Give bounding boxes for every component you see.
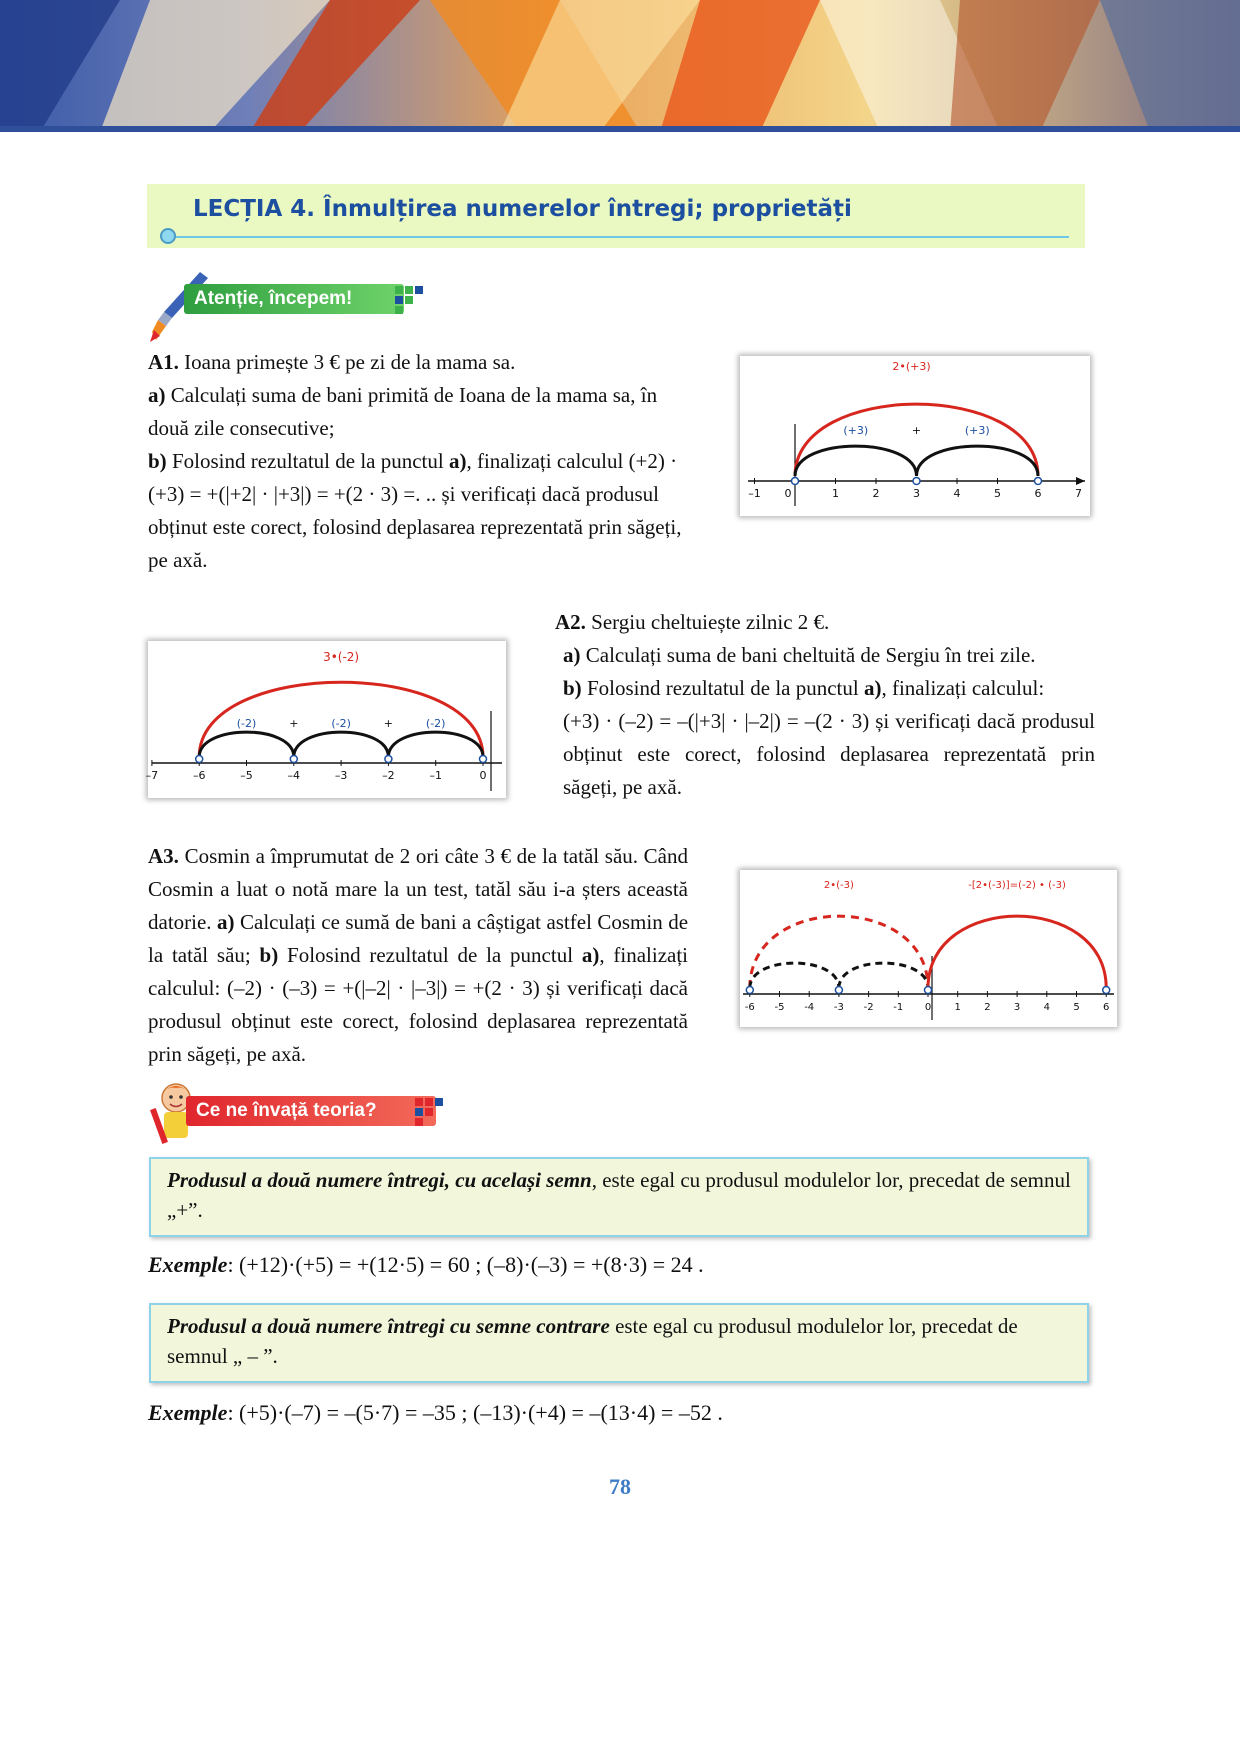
- squares-decoration-icon: [415, 1098, 455, 1128]
- step-label: +: [383, 717, 394, 730]
- tick-label: –1: [748, 487, 761, 500]
- a3-label: A3.: [148, 844, 179, 868]
- step-label: (-2): [331, 717, 351, 730]
- exercise-a2: [555, 606, 1095, 804]
- tick-label: –5: [240, 769, 253, 782]
- point-marker: [290, 756, 297, 763]
- tick-label: 3: [913, 487, 920, 500]
- step-arc-dashed: [839, 963, 928, 988]
- step-label: (-2): [236, 717, 257, 730]
- step-arc: [388, 732, 483, 757]
- step-label: +: [289, 717, 299, 730]
- product-label: 2•(-3): [823, 880, 854, 891]
- tick-label: –3: [334, 769, 348, 782]
- rule-same-sign: [149, 1157, 1089, 1237]
- tick-label: 3: [1013, 1002, 1021, 1013]
- a1-label: A1.: [148, 350, 179, 374]
- step-label: (-2): [425, 717, 446, 730]
- figure-a2-number-line: [145, 641, 506, 798]
- a2-label: A2.: [555, 610, 586, 634]
- a1-a-label: a): [148, 383, 166, 407]
- opposite-product-label: -[2•(-3)]=(-2) • (-3): [968, 880, 1066, 891]
- title-bullet-dot: [160, 228, 176, 244]
- tick-label: 4: [953, 487, 961, 500]
- a2-a-text: Calculați suma de bani cheltuită de Sergiu în trei zile.: [585, 643, 1036, 667]
- a3-b-text1: Folosind rezultatul de la punctul: [287, 943, 574, 967]
- step-arc-dashed: [750, 963, 839, 988]
- a1-b-ref: a): [448, 449, 467, 473]
- rule1-bold: Produsul a două numere întregi, cu același semn: [167, 1168, 592, 1192]
- a3-b-text2: , finalizați calculul: (–2) · (–3) = +(|–2| · |–3|) = +(2 · 3) și verificați dacă produsul obținut este corect, folosind deplasarea reprezentată prin săgeți, pe axă.: [148, 943, 689, 1066]
- figure-a1-number-line: [740, 356, 1090, 516]
- opposite-product-arc: [928, 916, 1106, 988]
- tick-label: 1: [954, 1002, 961, 1013]
- tick-label: –7: [145, 769, 159, 782]
- a1-intro: Ioana primește 3 € pe zi de la mama sa.: [184, 350, 516, 374]
- tick-label: 5: [994, 487, 1001, 500]
- a1-b-text2: , finalizați calculul (+2) · (+3) = +(|+2| · |+3|) = +(2 · 3) =. .. și verificați dacă produsul obținut este corect, folosind deplasarea reprezentată prin săgeți, pe axă.: [148, 449, 682, 572]
- step-label: (+3): [843, 424, 869, 437]
- axis-arrowhead: [1076, 477, 1085, 485]
- lesson-title-box: [147, 184, 1085, 248]
- a2-b-label: b): [563, 676, 582, 700]
- a2-intro: Sergiu cheltuiește zilnic 2 €.: [591, 610, 830, 634]
- example-opposite-signs: [148, 1400, 723, 1426]
- tick-label: -1: [893, 1002, 904, 1013]
- step-label: (+3): [964, 424, 990, 437]
- header-banner: [0, 0, 1240, 132]
- point-marker: [1103, 987, 1110, 994]
- example2-label: Exemple: [148, 1400, 228, 1425]
- title-underline: [169, 236, 1069, 238]
- point-marker: [1035, 478, 1042, 485]
- point-marker: [792, 478, 799, 485]
- step-label: +: [911, 424, 922, 437]
- a3-a-label: a): [217, 910, 235, 934]
- tick-label: 6: [1034, 487, 1042, 500]
- tick-label: -2: [863, 1002, 874, 1013]
- exercise-a1: [148, 346, 693, 577]
- rule-opposite-signs: [149, 1303, 1089, 1383]
- a2-a-label: a): [563, 643, 581, 667]
- figure-a3-number-line: [740, 870, 1117, 1027]
- point-marker: [480, 756, 487, 763]
- step-arc: [294, 732, 389, 757]
- point-marker: [196, 756, 203, 763]
- step-arc: [795, 446, 917, 476]
- point-marker: [746, 987, 753, 994]
- tick-label: 6: [1103, 1002, 1110, 1013]
- tick-label: 0: [479, 769, 487, 782]
- point-marker: [925, 987, 932, 994]
- point-marker: [385, 756, 392, 763]
- example1-label: Exemple: [148, 1252, 228, 1277]
- example2-text: : (+5)·(–7) = –(5·7) = –35 ; (–13)·(+4) = –(13·4) = –52 .: [227, 1400, 723, 1425]
- step-arc: [199, 732, 294, 757]
- example1-text: : (+12)·(+5) = +(12·5) = 60 ; (–8)·(–3) = +(8·3) = 24 .: [227, 1252, 704, 1277]
- fig2-svg: [145, 641, 506, 798]
- tick-label: -5: [774, 1002, 785, 1013]
- tick-label: –1: [429, 769, 442, 782]
- tick-label: 7: [1075, 487, 1082, 500]
- a3-a-text: Calculați ce sumă de bani a câștigat astfel Cosmin de la tatăl său;: [148, 910, 689, 967]
- tick-label: –2: [382, 769, 395, 782]
- step-arc: [917, 446, 1039, 476]
- start-badge: [150, 270, 440, 342]
- a3-b-label: b): [259, 943, 279, 967]
- tick-label: -4: [804, 1002, 815, 1013]
- lesson-title: LECȚIA 4. Înmulțirea numerelor întregi; proprietăți: [193, 196, 852, 222]
- point-marker: [835, 987, 842, 994]
- tick-label: –4: [287, 769, 301, 782]
- fig3-svg: [740, 870, 1117, 1027]
- rule2-bold: Produsul a două numere întregi cu semne contrare: [167, 1314, 610, 1338]
- start-badge-label: Atenție, începem!: [184, 284, 404, 314]
- rule2-rest: este egal cu produsul modulelor lor, precedat de semnul „ – ”.: [167, 1314, 1018, 1368]
- tick-label: -6: [744, 1002, 755, 1013]
- product-label: 2•(+3): [892, 360, 931, 373]
- point-marker: [913, 478, 920, 485]
- theory-badge-label: Ce ne învață teoria?: [186, 1096, 436, 1126]
- tick-label: 0: [784, 487, 792, 500]
- tick-label: -3: [833, 1002, 844, 1013]
- a2-b-text3: (+3) · (–2) = –(|+3| · |–2|) = –(2 · 3) și verificați dacă produsul obținut este corect, folosind deplasarea reprezentată prin săgeți, pe axă.: [563, 709, 1095, 799]
- a3-b-ref: a): [581, 943, 600, 967]
- tick-label: 5: [1073, 1002, 1080, 1013]
- squares-decoration-icon: [395, 286, 435, 316]
- exercise-a3: [148, 840, 688, 1071]
- product-arc: [795, 404, 1038, 476]
- tick-label: 0: [924, 1002, 932, 1013]
- product-arc-dashed: [750, 916, 928, 988]
- a2-b-text1: Folosind rezultatul de la punctul: [586, 676, 859, 700]
- example-same-sign: [148, 1252, 704, 1278]
- a1-b-text1: Folosind rezultatul de la punctul: [171, 449, 444, 473]
- a2-b-ref: a): [863, 676, 882, 700]
- rule1-rest: , este egal cu produsul modulelor lor, precedat de semnul „+”.: [167, 1168, 1071, 1222]
- tick-label: 2: [984, 1002, 991, 1013]
- tick-label: 2: [872, 487, 880, 500]
- fig1-svg: [740, 356, 1090, 516]
- tick-label: –6: [192, 769, 206, 782]
- theory-badge: [150, 1080, 470, 1150]
- a2-b-text2: , finalizați calculul:: [881, 676, 1045, 700]
- page-number: 78: [609, 1474, 631, 1499]
- a1-a-text: Calculați suma de bani primită de Ioana de la mama sa, în două zile consecutive;: [148, 383, 658, 440]
- product-label: 3•(-2): [323, 650, 360, 664]
- tick-label: 4: [1043, 1002, 1050, 1013]
- tick-label: 1: [832, 487, 839, 500]
- a3-text1: Cosmin a împrumutat de 2 ori câte 3 € de la tatăl său. Când Cosmin a luat o notă mare la un test, tatăl său i-a șters această datorie.: [148, 844, 689, 934]
- a1-b-label: b): [148, 449, 167, 473]
